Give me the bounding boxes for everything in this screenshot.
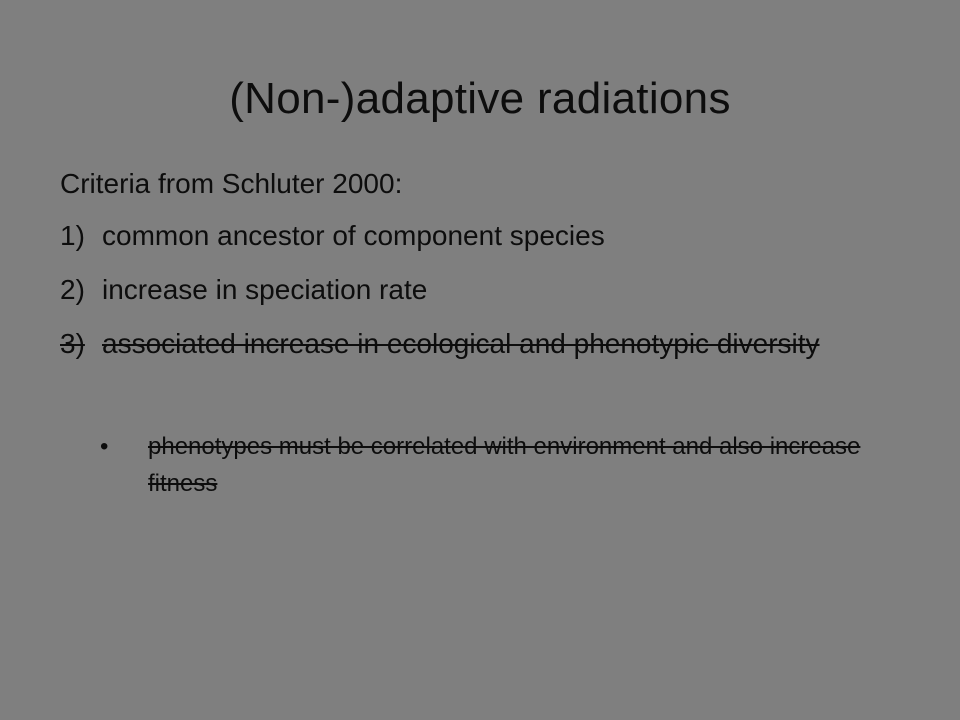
criterion-item-3 [60, 324, 860, 364]
criterion-text: common ancestor of component species [102, 220, 605, 251]
slide-title: (Non-)adaptive radiations [229, 74, 731, 123]
sub-bullet-item [100, 428, 930, 502]
intro-text: Criteria from Schluter 2000: [60, 168, 403, 199]
sub-bullet-text: phenotypes must be correlated with environment and also increase fitness [148, 433, 861, 497]
criterion-number: 3) [60, 328, 85, 359]
bullet-icon: • [100, 433, 109, 460]
criterion-text: increase in speciation rate [102, 274, 428, 305]
criterion-text: associated increase in ecological and phenotypic diversity [102, 328, 820, 359]
criterion-item-1 [60, 216, 860, 256]
criterion-item-2 [60, 270, 860, 310]
criterion-number: 2) [60, 274, 85, 305]
criterion-number: 1) [60, 220, 85, 251]
